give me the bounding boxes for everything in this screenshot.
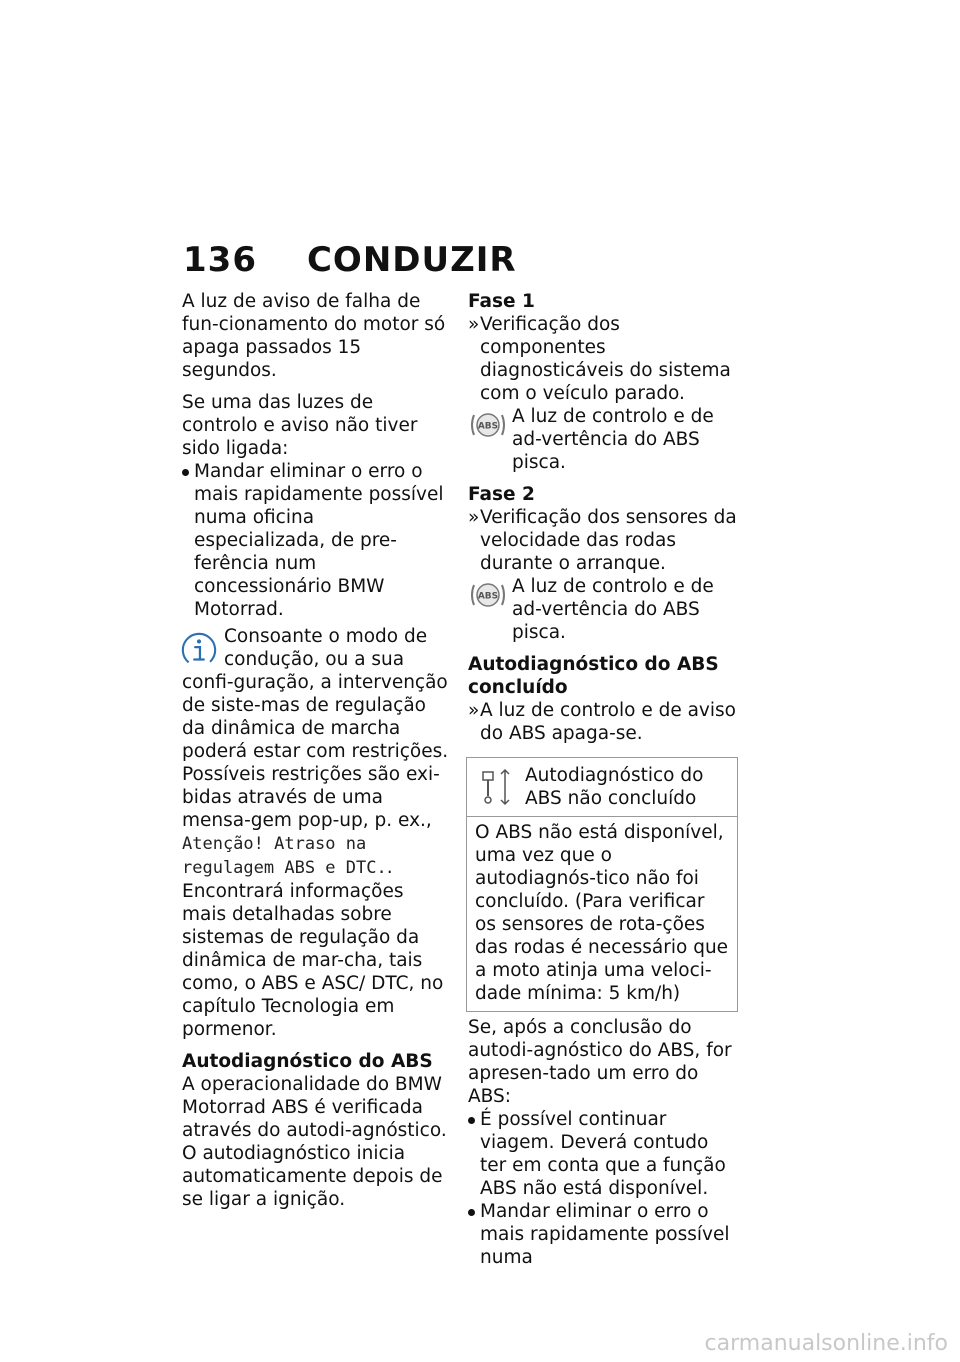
arrow-icon: » bbox=[468, 700, 480, 721]
abs-light-line bbox=[468, 575, 738, 644]
svg-text:ABS: ABS bbox=[477, 591, 499, 602]
engine-light-text: A luz de aviso de falha de fun-cionamento do motor só apaga passados 15 segundos. bbox=[182, 291, 446, 381]
phase1-heading: Fase 1 bbox=[468, 291, 535, 312]
chapter-title: CONDUZIR bbox=[306, 240, 517, 280]
svg-text:ABS: ABS bbox=[477, 421, 499, 432]
arrow-icon: » bbox=[468, 314, 480, 335]
abs-warning-icon bbox=[468, 575, 508, 615]
done-heading: Autodiagnóstico do ABS concluído bbox=[468, 654, 719, 698]
page-number: 136 bbox=[183, 240, 257, 280]
phase2-heading: Fase 2 bbox=[468, 484, 535, 505]
info-note-text: Consoante o modo de condução, ou a sua confi-guração, a intervenção de siste-mas de regulação da dinâmica de marcha poderá estar com restrições. bbox=[182, 626, 449, 762]
arrow-icon: » bbox=[468, 507, 480, 528]
abs-warning-icon bbox=[468, 405, 508, 445]
info-note bbox=[182, 625, 450, 763]
bullet-item: Mandar eliminar o erro o mais rapidamente possível numa oficina especializada, de pre-ferência num concessionário BMW Motorrad. bbox=[182, 460, 450, 621]
done-step: » A luz de controlo e de aviso do ABS apaga-se. bbox=[468, 700, 736, 744]
phase2-step: » Verificação dos sensores da velocidade das rodas durante o arranque. bbox=[468, 507, 737, 574]
warning-body: O ABS não está disponível, uma vez que o autodiagnós-tico não foi concluído. (Para verificar os sensores de rota-ções das rodas é necessário que a moto atinja uma veloci-dade mínima: 5 km/h) bbox=[475, 822, 729, 1004]
bullet-item: É possível continuar viagem. Deverá contudo ter em conta que a função ABS não está disponível. bbox=[468, 1108, 738, 1200]
error-intro-text: Se, após a conclusão do autodi-agnóstico do ABS, for apresen-tado um erro do ABS: bbox=[468, 1017, 732, 1107]
wrench-warning-icon bbox=[479, 764, 515, 810]
left-column bbox=[182, 290, 450, 1220]
popup-message: Atenção! Atraso na regulagem ABS e DTC. bbox=[182, 834, 387, 878]
warning-title: Autodiagnóstico do ABS não concluído bbox=[525, 765, 704, 809]
bullet-item: Mandar eliminar o erro o mais rapidamente possível numa bbox=[468, 1200, 738, 1269]
popup-restriction-text: Possíveis restrições são exi-bidas através de uma mensa-gem pop-up, p. ex., Atenção! Atraso na regulagem ABS e DTC.. bbox=[182, 764, 440, 878]
right-column bbox=[468, 290, 738, 1269]
abs-selfcheck-text: A operacionalidade do BMW Motorrad ABS é verificada através do autodi-agnóstico. O autodiagnóstico inicia automaticamente depois de se ligar a ignição. bbox=[182, 1074, 447, 1210]
warning-box bbox=[466, 757, 738, 1012]
watermark: carmanualsonline.info bbox=[704, 1331, 948, 1356]
page-header bbox=[183, 240, 517, 280]
more-info-text: Encontrará informações mais detalhadas sobre sistemas de regulação da dinâmica de mar-cha, tais como, o ABS e ASC/ DTC, no capítulo Tecnologia em pormenor. bbox=[182, 881, 444, 1040]
abs-light-text: A luz de controlo e de ad-vertência do ABS pisca. bbox=[512, 406, 714, 473]
phase1-step: » Verificação dos componentes diagnosticáveis do sistema com o veículo parado. bbox=[468, 314, 731, 404]
warning-box-header bbox=[467, 758, 737, 817]
lights-intro-text: Se uma das luzes de controlo e aviso não tiver sido ligada: bbox=[182, 392, 418, 459]
abs-light-line bbox=[468, 405, 738, 474]
abs-light-text: A luz de controlo e de ad-vertência do ABS pisca. bbox=[512, 576, 714, 643]
section-heading: Autodiagnóstico do ABS bbox=[182, 1051, 433, 1072]
info-icon bbox=[180, 631, 218, 669]
